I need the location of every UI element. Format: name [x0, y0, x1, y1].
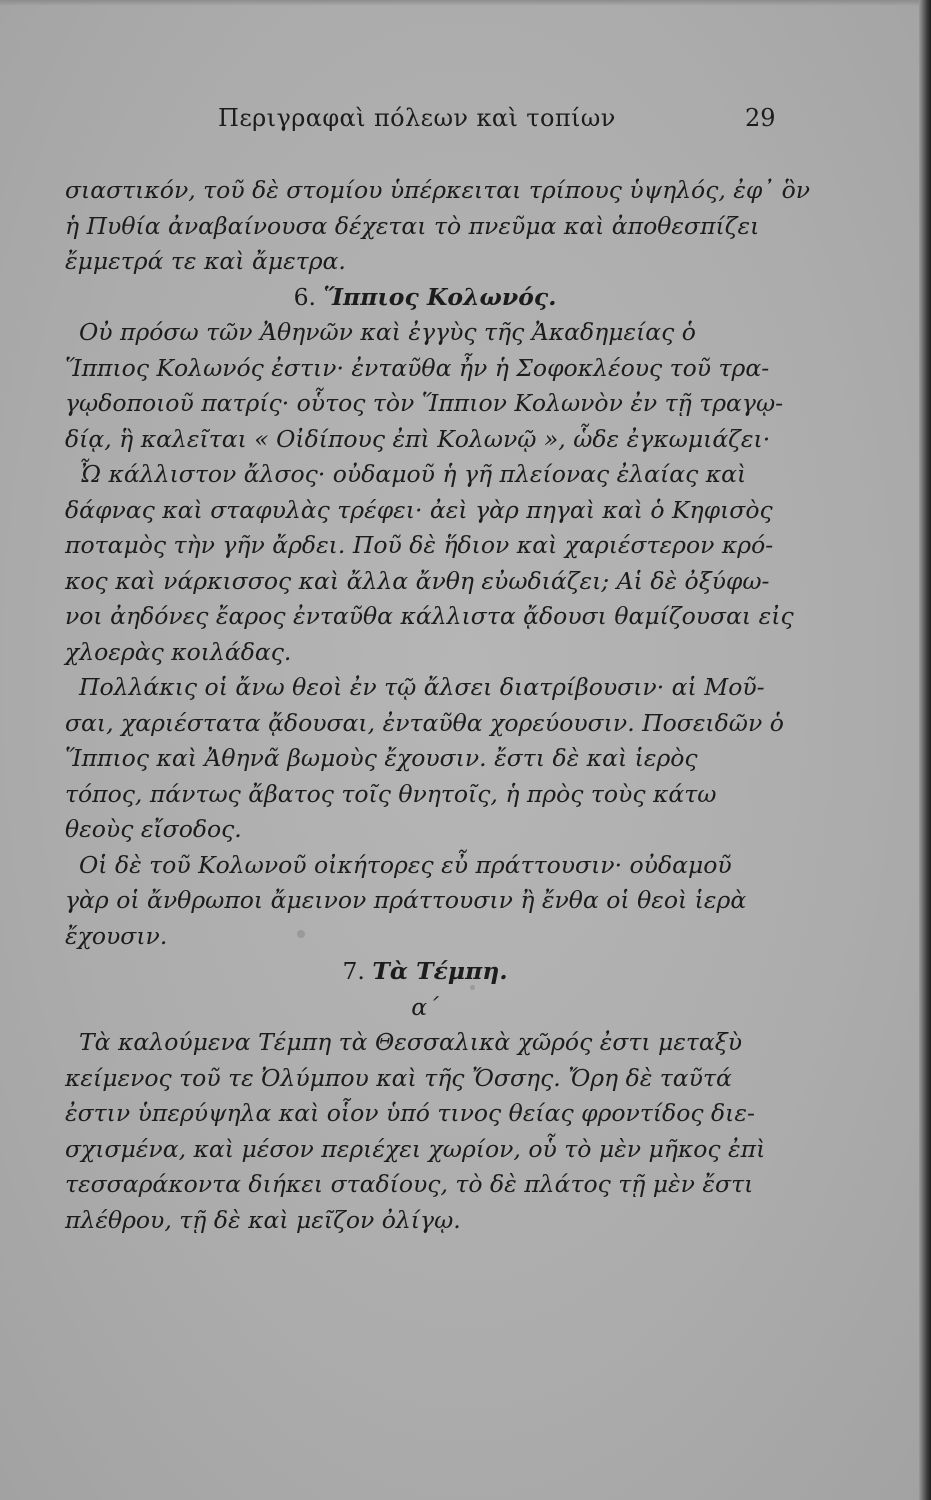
text-line: σχισμένα, καὶ μέσον περιέχει χωρίον, οὗ τὸ μὲν μῆκος ἐπὶ: [65, 1134, 766, 1163]
text-line: ἡ Πυθία ἀναβαίνουσα δέχεται τὸ πνεῦμα καὶ ἀποθεσπίζει: [65, 211, 760, 240]
text-line: ποταμὸς τὴν γῆν ἄρδει. Ποῦ δὲ ἥδιον καὶ χαριέστερον κρό-: [65, 531, 774, 559]
page-header: [0, 104, 931, 144]
body-text: [65, 173, 811, 1238]
text-line: ἔχουσιν.: [65, 921, 168, 950]
text-line: θεοὺς εἴσοδος.: [65, 815, 242, 843]
page-top-shadow: [0, 0, 931, 6]
text-line: Ἵππιος καὶ Ἀθηνᾶ βωμοὺς ἔχουσιν. ἔστι δὲ καὶ ἱερὸς: [65, 744, 698, 772]
page-number: 29: [745, 104, 776, 132]
subsection-label: α΄: [411, 992, 439, 1021]
text-line: Ὦ κάλλιστον ἄλσος· οὐδαμοῦ ἡ γῆ πλείονας ἐλαίας καὶ: [79, 460, 747, 488]
section-title: Τὰ Τέμπη.: [372, 957, 508, 985]
text-line: κος καὶ νάρκισσος καὶ ἄλλα ἄνθη εὐωδιάζει; Αἱ δὲ ὀξύφω-: [65, 566, 770, 595]
text-line: χλοερὰς κοιλάδας.: [65, 637, 292, 666]
section-title: Ἵππιος Κολωνός.: [323, 282, 557, 311]
text-line: Οἱ δὲ τοῦ Κολωνοῦ οἰκήτορες εὖ πράττουσιν· οὐδαμοῦ: [79, 850, 732, 879]
text-line: γῳδοποιοῦ πατρίς· οὗτος τὸν Ἵππιον Κολωνὸν ἐν τῇ τραγῳ-: [65, 389, 784, 417]
paper-speck: [297, 930, 305, 938]
paper-speck: [470, 985, 475, 990]
text-line: γὰρ οἱ ἄνθρωποι ἄμεινον πράττουσιν ἢ ἔνθα οἱ θεοὶ ἱερὰ: [65, 886, 747, 914]
running-head: Περιγραφαὶ πόλεων καὶ τοπίων: [218, 104, 616, 132]
section-number: 7.: [342, 957, 365, 985]
text-line: πλέθρου, τῇ δὲ καὶ μεῖζον ὀλίγῳ.: [65, 1205, 461, 1234]
text-line: τεσσαράκοντα διήκει σταδίους, τὸ δὲ πλάτος τῇ μὲν ἔστι: [65, 1170, 754, 1198]
text-line: ἐστιν ὑπερύψηλα καὶ οἷον ὑπό τινος θείας φροντίδος διε-: [65, 1099, 755, 1127]
text-line: τόπος, πάντως ἄβατος τοῖς θνητοῖς, ἡ πρὸς τοὺς κάτω: [65, 779, 717, 808]
text-line: Πολλάκις οἱ ἄνω θεοὶ ἐν τῷ ἄλσει διατρίβουσιν· αἱ Μοῦ-: [79, 673, 765, 701]
text-line: δίᾳ, ἣ καλεῖται « Οἰδίπους ἐπὶ Κολωνῷ », ὧδε ἐγκωμιάζει·: [65, 424, 771, 453]
page-binding-edge: [919, 0, 931, 1500]
text-line: Τὰ καλούμενα Τέμπη τὰ Θεσσαλικὰ χῶρός ἐστι μεταξὺ: [79, 1028, 743, 1056]
text-line: ἔμμετρά τε καὶ ἄμετρα.: [65, 247, 346, 275]
text-line: σαι, χαριέστατα ᾄδουσαι, ἐνταῦθα χορεύουσιν. Ποσειδῶν ὁ: [65, 708, 784, 737]
text-line: Ἵππιος Κολωνός ἐστιν· ἐνταῦθα ἦν ἡ Σοφοκλέους τοῦ τρα-: [65, 353, 770, 382]
section-number: 6.: [293, 282, 317, 311]
text-line: νοι ἀηδόνες ἔαρος ἐνταῦθα κάλλιστα ᾄδουσι θαμίζουσαι εἰς: [65, 602, 794, 630]
section-heading-7: [65, 954, 785, 990]
text-line: κείμενος τοῦ τε Ὀλύμπου καὶ τῆς Ὄσσης. Ὄρη δὲ ταῦτά: [65, 1063, 732, 1092]
text-line: Οὐ πρόσω τῶν Ἀθηνῶν καὶ ἐγγὺς τῆς Ἀκαδημείας ὁ: [79, 318, 696, 346]
text-line: δάφνας καὶ σταφυλὰς τρέφει· ἀεὶ γὰρ πηγαὶ καὶ ὁ Κηφισὸς: [65, 495, 773, 524]
section-heading-6: [65, 280, 785, 316]
text-line: σιαστικόν, τοῦ δὲ στομίου ὑπέρκειται τρίπους ὑψηλός, ἐφ᾽ ὃν: [65, 176, 811, 204]
